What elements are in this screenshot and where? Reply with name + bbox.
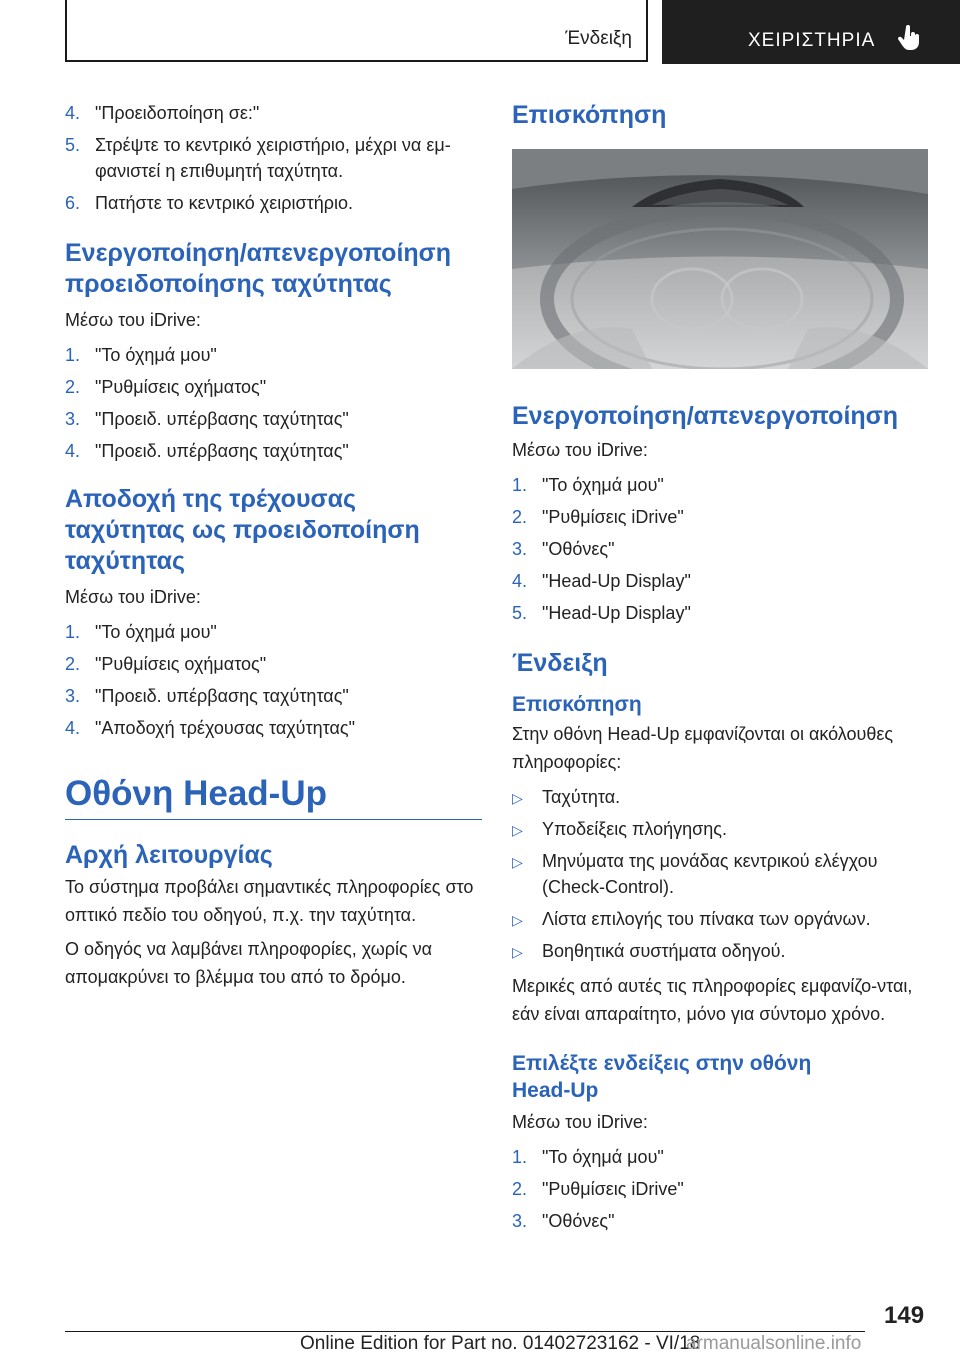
info-bullet-list [512,784,928,964]
hand-pointer-icon [896,24,924,52]
steps-list-select [512,1144,928,1234]
heading-overview-sub: Επισκόπηση [512,693,642,716]
via-idrive-text: Μέσω του iDrive: [512,440,648,460]
chapter-tab[interactable] [662,0,960,64]
list-item: 1. "Το όχημά μου" [512,1147,664,1167]
dashboard-illustration [512,149,928,369]
left-column [65,100,482,991]
section-title: Ένδειξη [565,28,632,49]
page-number: 149 [884,1302,925,1329]
list-item: 4. "Head-Up Display" [512,571,691,591]
list-item: 4. "Προειδ. υπέρβασης ταχύτητας" [65,441,349,461]
list-item: φανιστεί η επιθυμητή ταχύτητα. [95,161,344,181]
list-item: 1. "Το όχημά μου" [65,345,217,365]
edition-text: Online Edition for Part no. 01402723162 - VI/18 [300,1333,701,1354]
list-item: ▷ Ταχύτητα. [512,787,621,807]
principle-paragraph-2: Ο οδηγός να λαμβάνει πληροφορίες, χωρίς να απομακρύνει το βλέμμα του από το δρόμο. [65,939,433,987]
list-item: 3. "Οθόνες" [512,1211,615,1231]
list-item: 3. "Προειδ. υπέρβασης ταχύτητας" [65,686,349,706]
list-item: ▷ Βοηθητικά συστήματα οδηγού. [512,941,786,961]
list-item: 3. "Προειδ. υπέρβασης ταχύτητας" [65,409,349,429]
header-section-box [65,0,648,62]
footer-rule [65,1331,865,1332]
list-item: ▷ Υποδείξεις πλοήγησης. [512,819,727,839]
list-item: ▷ Μηνύματα της μονάδας κεντρικού ελέγχου (Check-Control). [512,851,878,897]
watermark-text: armanualsonline.info [686,1333,862,1354]
heading-overview: Επισκόπηση [512,101,667,129]
steps-list-c [65,619,482,741]
list-item: 2. "Ρυθμίσεις οχήματος" [65,377,267,397]
list-item: 2. "Ρυθμίσεις οχήματος" [65,654,267,674]
list-item: 5. Στρέψτε το κεντρικό χειριστήριο, μέχρι να εμ- [65,135,451,155]
right-column [512,100,928,1240]
via-idrive-text: Μέσω του iDrive: [65,310,201,330]
list-item: 2. "Ρυθμίσεις iDrive" [512,1179,684,1199]
list-item: 4. "Αποδοχή τρέχουσας ταχύτητας" [65,718,355,738]
heading-principle: Αρχή λειτουργίας [65,841,273,869]
via-idrive-text: Μέσω του iDrive: [65,587,201,607]
list-item: 2. "Ρυθμίσεις iDrive" [512,507,684,527]
steps-list-a [65,100,482,216]
overview-paragraph: Στην οθόνη Head-Up εμφανίζονται οι ακόλουθες πληροφορίες: [512,724,894,772]
list-item: ▷ Λίστα επιλογής του πίνακα των οργάνων. [512,909,871,929]
steps-list-hud [512,472,928,626]
heading-activate-hud: Ενεργοποίηση/απενεργοποίηση [512,402,899,430]
heading-select-displays: Επιλέξτε ενδείξεις στην οθόνη Head-Up [512,1052,812,1102]
chapter-heading-headup: Οθόνη Head-Up [65,774,327,813]
list-item: 4. "Προειδοποίηση σε:" [65,103,260,123]
list-item: 3. "Οθόνες" [512,539,615,559]
steps-list-b [65,342,482,464]
heading-accept-speed: Αποδοχή της τρέχουσας ταχύτητας ως προειδοποίηση ταχύτητας [65,485,420,575]
heading-activate-warning: Ενεργοποίηση/απενεργοποίηση προειδοποίησης ταχύτητας [65,239,452,298]
via-idrive-text: Μέσω του iDrive: [512,1112,648,1132]
list-item: 1. "Το όχημά μου" [512,475,664,495]
headup-display-photo [512,149,928,369]
list-item: 5. "Head-Up Display" [512,603,691,623]
heading-display: Ένδειξη [512,649,608,677]
chapter-label: ΧΕΙΡΙΣΤΗΡΙΑ [748,30,876,51]
principle-paragraph-1: Το σύστημα προβάλει σημαντικές πληροφορίες στο οπτικό πεδίο του οδηγού, π.χ. την ταχύτητα. [65,877,474,925]
list-item: 6. Πατήστε το κεντρικό χειριστήριο. [65,193,353,213]
some-info-paragraph: Μερικές από αυτές τις πληροφορίες εμφανίζο-νται, εάν είναι απαραίτητο, μόνο για σύντομο χρόνο. [512,976,913,1024]
list-item: 1. "Το όχημά μου" [65,622,217,642]
